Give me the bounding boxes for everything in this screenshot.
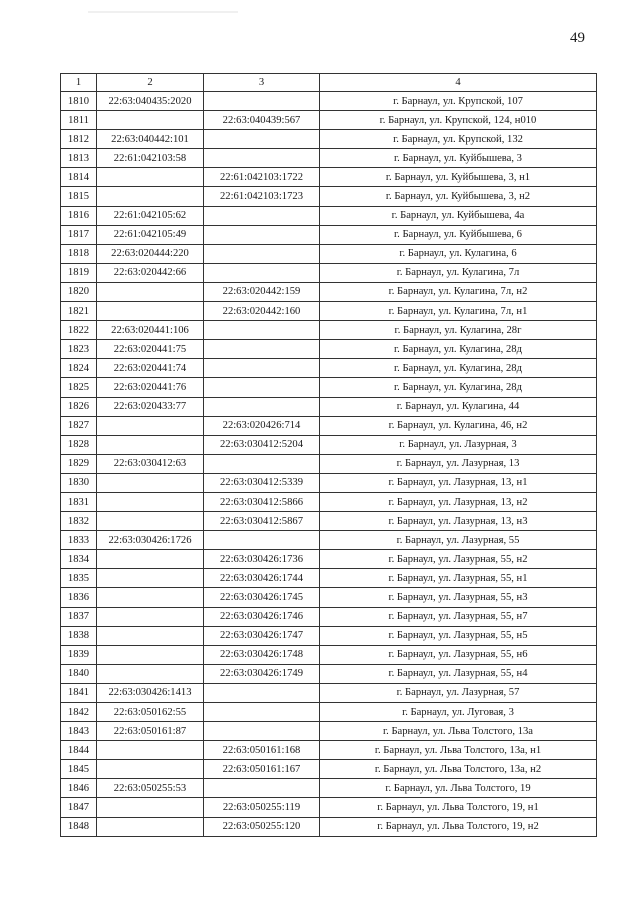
- premises-number-cell: [204, 703, 320, 722]
- premises-number-cell: 22:63:030426:1748: [204, 645, 320, 664]
- premises-number-cell: 22:63:030426:1746: [204, 607, 320, 626]
- address-cell: г. Барнаул, ул. Луговая, 3: [320, 703, 597, 722]
- address-cell: г. Барнаул, ул. Лазурная, 13: [320, 454, 597, 473]
- row-number-cell: 1818: [61, 244, 97, 263]
- cadastral-number-cell: [97, 569, 204, 588]
- premises-number-cell: [204, 397, 320, 416]
- premises-number-cell: [204, 130, 320, 149]
- row-number-cell: 1840: [61, 664, 97, 683]
- premises-number-cell: 22:63:050161:167: [204, 760, 320, 779]
- row-number-cell: 1829: [61, 454, 97, 473]
- address-cell: г. Барнаул, ул. Кулагина, 44: [320, 397, 597, 416]
- premises-number-cell: 22:61:042103:1722: [204, 168, 320, 187]
- row-number-cell: 1843: [61, 722, 97, 741]
- cadastral-number-cell: [97, 473, 204, 492]
- cadastral-number-cell: 22:63:030426:1413: [97, 683, 204, 702]
- row-number-cell: 1817: [61, 225, 97, 244]
- cadastral-number-cell: 22:61:042105:49: [97, 225, 204, 244]
- table-row: [61, 263, 597, 282]
- premises-number-cell: 22:61:042103:1723: [204, 187, 320, 206]
- row-number-cell: 1835: [61, 569, 97, 588]
- address-cell: г. Барнаул, ул. Куйбышева, 3, н2: [320, 187, 597, 206]
- table-body: [61, 74, 597, 837]
- cadastral-number-cell: 22:63:020441:106: [97, 321, 204, 340]
- premises-number-cell: 22:63:030426:1744: [204, 569, 320, 588]
- table-row: [61, 664, 597, 683]
- address-cell: г. Барнаул, ул. Куйбышева, 6: [320, 225, 597, 244]
- cadastral-number-cell: 22:63:020433:77: [97, 397, 204, 416]
- address-cell: г. Барнаул, ул. Кулагина, 7л: [320, 263, 597, 282]
- premises-number-cell: [204, 244, 320, 263]
- row-number-cell: 1842: [61, 703, 97, 722]
- address-cell: г. Барнаул, ул. Лазурная, 55, н6: [320, 645, 597, 664]
- table-row: [61, 416, 597, 435]
- row-number-cell: 1812: [61, 130, 97, 149]
- address-cell: г. Барнаул, ул. Льва Толстого, 13а, н1: [320, 741, 597, 760]
- address-cell: г. Барнаул, ул. Льва Толстого, 19, н1: [320, 798, 597, 817]
- table-row: [61, 798, 597, 817]
- premises-number-cell: 22:63:030426:1749: [204, 664, 320, 683]
- cadastral-number-cell: [97, 416, 204, 435]
- page-number: 49: [570, 30, 585, 46]
- address-cell: г. Барнаул, ул. Лазурная, 3: [320, 435, 597, 454]
- cadastral-number-cell: 22:63:020444:220: [97, 244, 204, 263]
- cadastral-number-cell: 22:63:020441:75: [97, 340, 204, 359]
- address-cell: г. Барнаул, ул. Крупской, 132: [320, 130, 597, 149]
- address-cell: г. Барнаул, ул. Кулагина, 6: [320, 244, 597, 263]
- address-cell: г. Барнаул, ул. Крупской, 107: [320, 92, 597, 111]
- address-cell: г. Барнаул, ул. Кулагина, 28д: [320, 378, 597, 397]
- cadastral-number-cell: [97, 760, 204, 779]
- premises-number-cell: [204, 321, 320, 340]
- premises-number-cell: 22:63:020442:159: [204, 282, 320, 301]
- cadastral-number-cell: 22:63:030412:63: [97, 454, 204, 473]
- registry-table: [60, 73, 597, 837]
- row-number-cell: 1827: [61, 416, 97, 435]
- address-cell: г. Барнаул, ул. Кулагина, 46, н2: [320, 416, 597, 435]
- table-row: [61, 92, 597, 111]
- table-row: [61, 683, 597, 702]
- row-number-cell: 1820: [61, 282, 97, 301]
- cadastral-number-cell: 22:63:050161:87: [97, 722, 204, 741]
- table-row: [61, 569, 597, 588]
- row-number-cell: 1848: [61, 817, 97, 836]
- row-number-cell: 1845: [61, 760, 97, 779]
- premises-number-cell: [204, 206, 320, 225]
- header-cell-2: 2: [97, 74, 204, 92]
- premises-number-cell: 22:63:040439:567: [204, 111, 320, 130]
- address-cell: г. Барнаул, ул. Кулагина, 7л, н1: [320, 302, 597, 321]
- table-row: [61, 435, 597, 454]
- row-number-cell: 1826: [61, 397, 97, 416]
- premises-number-cell: [204, 92, 320, 111]
- premises-number-cell: 22:63:030426:1736: [204, 550, 320, 569]
- cadastral-number-cell: 22:63:050162:55: [97, 703, 204, 722]
- premises-number-cell: 22:63:030412:5339: [204, 473, 320, 492]
- cadastral-number-cell: [97, 588, 204, 607]
- row-number-cell: 1838: [61, 626, 97, 645]
- cadastral-number-cell: [97, 282, 204, 301]
- cadastral-number-cell: 22:63:020441:76: [97, 378, 204, 397]
- table-row: [61, 550, 597, 569]
- cadastral-number-cell: [97, 664, 204, 683]
- header-cell-3: 3: [204, 74, 320, 92]
- table-row: [61, 741, 597, 760]
- table-row: [61, 187, 597, 206]
- cadastral-number-cell: [97, 798, 204, 817]
- row-number-cell: 1846: [61, 779, 97, 798]
- address-cell: г. Барнаул, ул. Кулагина, 28г: [320, 321, 597, 340]
- premises-number-cell: 22:63:050255:120: [204, 817, 320, 836]
- table-row: [61, 130, 597, 149]
- cadastral-number-cell: [97, 512, 204, 531]
- table-row: [61, 531, 597, 550]
- row-number-cell: 1815: [61, 187, 97, 206]
- table-row: [61, 282, 597, 301]
- table-row: [61, 225, 597, 244]
- row-number-cell: 1822: [61, 321, 97, 340]
- table-row: [61, 607, 597, 626]
- address-cell: г. Барнаул, ул. Лазурная, 57: [320, 683, 597, 702]
- address-cell: г. Барнаул, ул. Куйбышева, 4а: [320, 206, 597, 225]
- address-cell: г. Барнаул, ул. Кулагина, 28д: [320, 359, 597, 378]
- premises-number-cell: [204, 225, 320, 244]
- premises-number-cell: 22:63:030412:5867: [204, 512, 320, 531]
- premises-number-cell: 22:63:020426:714: [204, 416, 320, 435]
- address-cell: г. Барнаул, ул. Льва Толстого, 13а: [320, 722, 597, 741]
- table-row: [61, 111, 597, 130]
- premises-number-cell: 22:63:050161:168: [204, 741, 320, 760]
- row-number-cell: 1825: [61, 378, 97, 397]
- address-cell: г. Барнаул, ул. Льва Толстого, 13а, н2: [320, 760, 597, 779]
- table-row: [61, 340, 597, 359]
- header-cell-1: 1: [61, 74, 97, 92]
- cadastral-number-cell: 22:61:042103:58: [97, 149, 204, 168]
- address-cell: г. Барнаул, ул. Лазурная, 55, н3: [320, 588, 597, 607]
- premises-number-cell: 22:63:050255:119: [204, 798, 320, 817]
- table-row: [61, 397, 597, 416]
- address-cell: г. Барнаул, ул. Лазурная, 13, н1: [320, 473, 597, 492]
- row-number-cell: 1830: [61, 473, 97, 492]
- row-number-cell: 1824: [61, 359, 97, 378]
- cadastral-number-cell: 22:63:040442:101: [97, 130, 204, 149]
- premises-number-cell: [204, 454, 320, 473]
- address-cell: г. Барнаул, ул. Льва Толстого, 19, н2: [320, 817, 597, 836]
- premises-number-cell: 22:63:030412:5866: [204, 492, 320, 511]
- address-cell: г. Барнаул, ул. Куйбышева, 3, н1: [320, 168, 597, 187]
- row-number-cell: 1837: [61, 607, 97, 626]
- cadastral-number-cell: 22:63:020442:66: [97, 263, 204, 282]
- cadastral-number-cell: 22:63:040435:2020: [97, 92, 204, 111]
- premises-number-cell: 22:63:030426:1745: [204, 588, 320, 607]
- row-number-cell: 1816: [61, 206, 97, 225]
- table-row: [61, 206, 597, 225]
- table-row: [61, 817, 597, 836]
- address-cell: г. Барнаул, ул. Лазурная, 55, н2: [320, 550, 597, 569]
- premises-number-cell: [204, 378, 320, 397]
- table-row: [61, 779, 597, 798]
- cadastral-number-cell: 22:63:050255:53: [97, 779, 204, 798]
- table-row: [61, 492, 597, 511]
- table-row: [61, 302, 597, 321]
- address-cell: г. Барнаул, ул. Лазурная, 13, н2: [320, 492, 597, 511]
- row-number-cell: 1810: [61, 92, 97, 111]
- table-row: [61, 378, 597, 397]
- premises-number-cell: [204, 531, 320, 550]
- address-cell: г. Барнаул, ул. Крупской, 124, н010: [320, 111, 597, 130]
- row-number-cell: 1831: [61, 492, 97, 511]
- row-number-cell: 1819: [61, 263, 97, 282]
- table-row: [61, 626, 597, 645]
- row-number-cell: 1811: [61, 111, 97, 130]
- row-number-cell: 1828: [61, 435, 97, 454]
- table-row: [61, 168, 597, 187]
- cadastral-number-cell: [97, 168, 204, 187]
- row-number-cell: 1841: [61, 683, 97, 702]
- table-row: [61, 359, 597, 378]
- cadastral-number-cell: [97, 302, 204, 321]
- cadastral-number-cell: [97, 626, 204, 645]
- address-cell: г. Барнаул, ул. Лазурная, 55, н4: [320, 664, 597, 683]
- premises-number-cell: 22:63:030426:1747: [204, 626, 320, 645]
- cadastral-number-cell: [97, 607, 204, 626]
- table-row: [61, 703, 597, 722]
- cadastral-number-cell: [97, 492, 204, 511]
- row-number-cell: 1836: [61, 588, 97, 607]
- row-number-cell: 1832: [61, 512, 97, 531]
- address-cell: г. Барнаул, ул. Лазурная, 55, н7: [320, 607, 597, 626]
- table-row: [61, 244, 597, 263]
- table-row: [61, 645, 597, 664]
- address-cell: г. Барнаул, ул. Лазурная, 55, н5: [320, 626, 597, 645]
- cadastral-number-cell: [97, 645, 204, 664]
- address-cell: г. Барнаул, ул. Льва Толстого, 19: [320, 779, 597, 798]
- cadastral-number-cell: [97, 817, 204, 836]
- row-number-cell: 1834: [61, 550, 97, 569]
- premises-number-cell: [204, 359, 320, 378]
- cadastral-number-cell: [97, 187, 204, 206]
- address-cell: г. Барнаул, ул. Кулагина, 28д: [320, 340, 597, 359]
- premises-number-cell: [204, 779, 320, 798]
- address-cell: г. Барнаул, ул. Куйбышева, 3: [320, 149, 597, 168]
- row-number-cell: 1813: [61, 149, 97, 168]
- row-number-cell: 1833: [61, 531, 97, 550]
- premises-number-cell: [204, 683, 320, 702]
- row-number-cell: 1821: [61, 302, 97, 321]
- table-row: [61, 760, 597, 779]
- row-number-cell: 1823: [61, 340, 97, 359]
- address-cell: г. Барнаул, ул. Лазурная, 55: [320, 531, 597, 550]
- cadastral-number-cell: [97, 435, 204, 454]
- table-row: [61, 512, 597, 531]
- cadastral-number-cell: [97, 550, 204, 569]
- premises-number-cell: [204, 340, 320, 359]
- header-cell-4: 4: [320, 74, 597, 92]
- table-row: [61, 588, 597, 607]
- row-number-cell: 1839: [61, 645, 97, 664]
- cadastral-number-cell: 22:61:042105:62: [97, 206, 204, 225]
- address-cell: г. Барнаул, ул. Лазурная, 55, н1: [320, 569, 597, 588]
- cadastral-number-cell: [97, 741, 204, 760]
- table-row: [61, 722, 597, 741]
- premises-number-cell: [204, 149, 320, 168]
- table-row: [61, 321, 597, 340]
- premises-number-cell: [204, 263, 320, 282]
- cadastral-number-cell: [97, 111, 204, 130]
- table-row: [61, 149, 597, 168]
- table-row: [61, 454, 597, 473]
- scan-artifact: [88, 11, 238, 13]
- address-cell: г. Барнаул, ул. Лазурная, 13, н3: [320, 512, 597, 531]
- row-number-cell: 1844: [61, 741, 97, 760]
- row-number-cell: 1847: [61, 798, 97, 817]
- table-row: [61, 473, 597, 492]
- premises-number-cell: [204, 722, 320, 741]
- premises-number-cell: 22:63:020442:160: [204, 302, 320, 321]
- row-number-cell: 1814: [61, 168, 97, 187]
- table-header-row: [61, 74, 597, 92]
- address-cell: г. Барнаул, ул. Кулагина, 7л, н2: [320, 282, 597, 301]
- cadastral-number-cell: 22:63:020441:74: [97, 359, 204, 378]
- cadastral-number-cell: 22:63:030426:1726: [97, 531, 204, 550]
- premises-number-cell: 22:63:030412:5204: [204, 435, 320, 454]
